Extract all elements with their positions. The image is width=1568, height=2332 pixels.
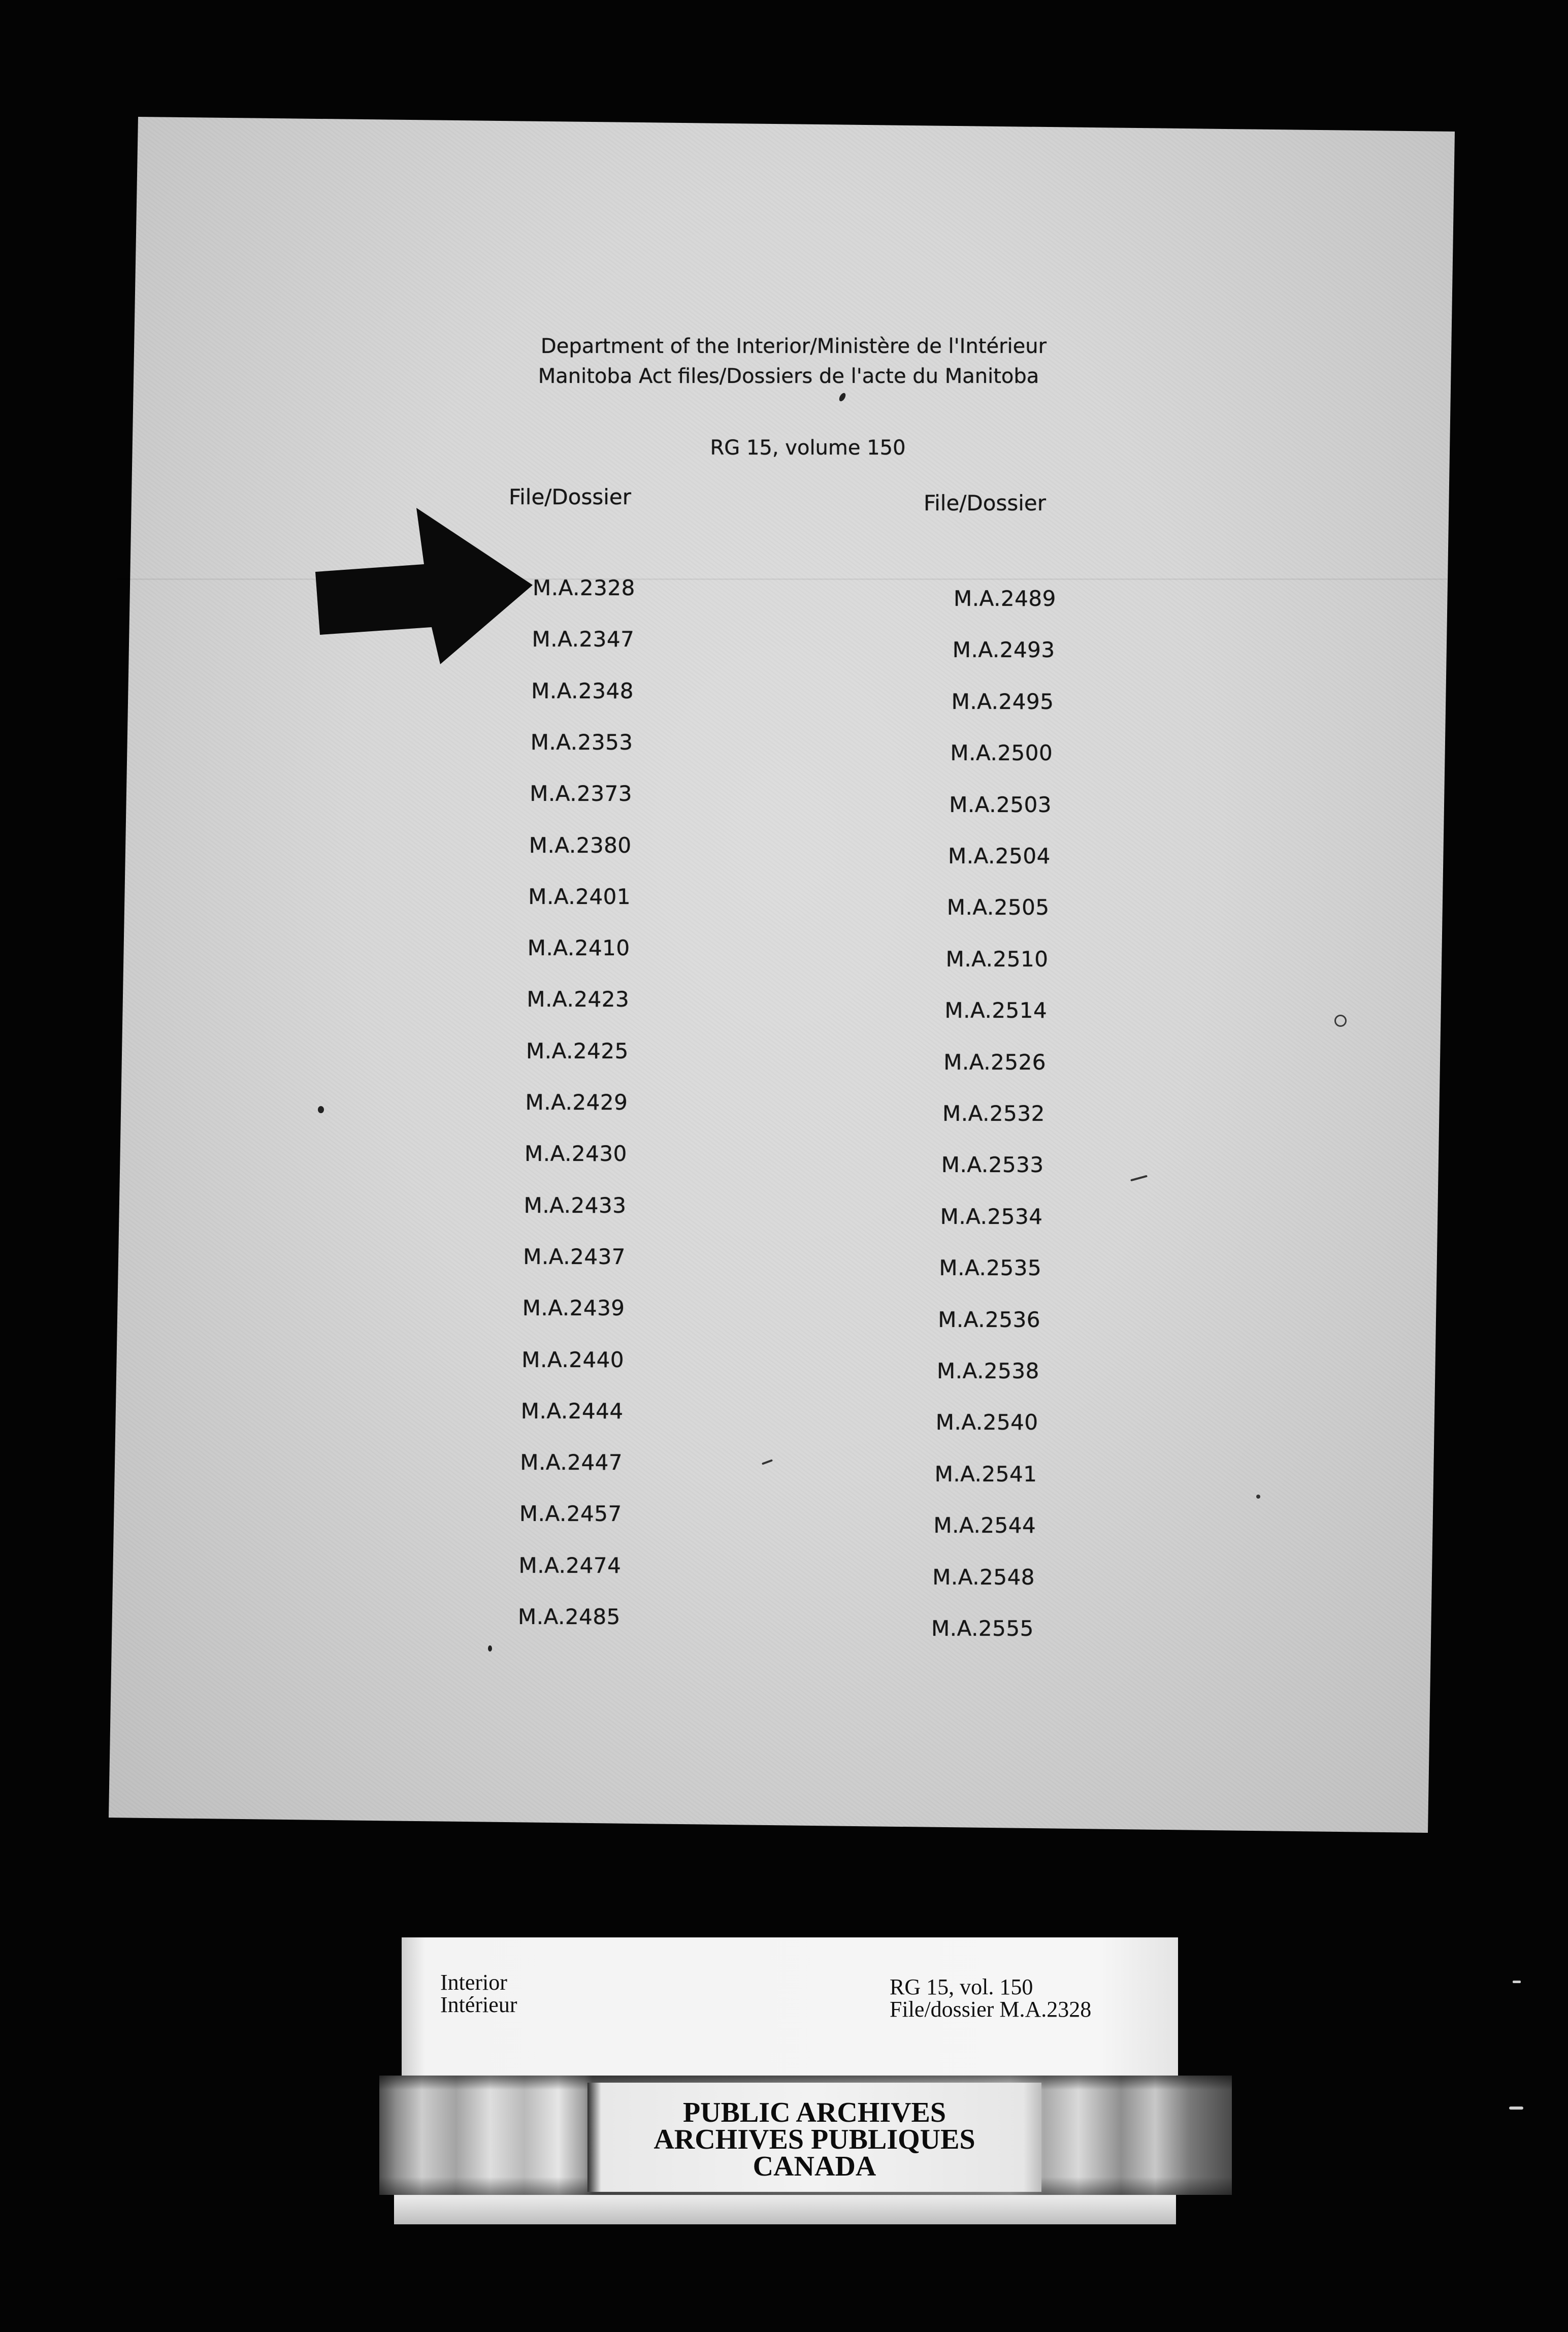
column-heading-left: File/Dossier [509, 484, 632, 509]
file-number: M.A.2373 [530, 781, 633, 806]
file-number: M.A.2485 [518, 1604, 620, 1629]
speck [488, 1645, 492, 1651]
file-number: M.A.2541 [934, 1461, 1037, 1486]
label-department-fr: Intérieur [440, 1992, 517, 2017]
file-number: M.A.2433 [524, 1192, 627, 1218]
file-number: M.A.2444 [520, 1398, 624, 1423]
speck [838, 392, 847, 403]
file-number: M.A.2457 [519, 1501, 622, 1527]
file-number: M.A.2500 [950, 740, 1053, 766]
file-number: M.A.2533 [941, 1152, 1044, 1178]
file-number: M.A.2538 [937, 1358, 1039, 1383]
volume-reference: RG 15, volume 150 [710, 436, 906, 460]
identification-label [402, 1937, 1178, 2078]
header-title: Department of the Interior/Ministère de l'Intérieur [540, 335, 1047, 358]
file-number: M.A.2423 [527, 987, 630, 1012]
speck [1509, 2107, 1523, 2110]
speck [318, 1106, 324, 1113]
file-number: M.A.2544 [933, 1513, 1036, 1538]
file-number: M.A.2536 [938, 1307, 1041, 1332]
speck [762, 1459, 773, 1465]
file-number: M.A.2514 [944, 998, 1048, 1023]
file-number: M.A.2526 [943, 1049, 1047, 1075]
file-number: M.A.2347 [532, 627, 635, 652]
archives-stamp [587, 2083, 1041, 2192]
label-reference: RG 15, vol. 150 [890, 1974, 1033, 1999]
file-number: M.A.2489 [954, 586, 1056, 611]
file-number: M.A.2534 [940, 1204, 1043, 1229]
file-number: M.A.2540 [935, 1410, 1038, 1435]
file-number: M.A.2430 [525, 1141, 627, 1167]
label-department-en: Interior [440, 1970, 507, 1995]
file-number: M.A.2495 [951, 689, 1054, 714]
archive-tape [379, 2076, 1232, 2195]
file-number: M.A.2504 [948, 844, 1051, 868]
file-number: M.A.2440 [521, 1347, 625, 1372]
file-number: M.A.2510 [945, 946, 1049, 971]
speck [1130, 1175, 1148, 1182]
file-number: M.A.2439 [522, 1295, 625, 1321]
file-number: M.A.2401 [528, 884, 631, 909]
file-number: M.A.2425 [526, 1038, 629, 1063]
stamp-line-1: PUBLIC ARCHIVES [682, 2097, 946, 2128]
label-file-number: File/dossier M.A.2328 [890, 1997, 1092, 2022]
file-number: M.A.2348 [531, 678, 634, 703]
file-number: M.A.2555 [931, 1616, 1034, 1641]
file-number: M.A.2447 [520, 1450, 623, 1475]
file-number: M.A.2429 [525, 1090, 628, 1115]
file-number: M.A.2380 [529, 832, 632, 858]
file-number: M.A.2535 [939, 1255, 1042, 1281]
file-number: M.A.2437 [523, 1244, 626, 1269]
stamp-line-3: CANADA [753, 2151, 876, 2182]
speck [1256, 1495, 1260, 1499]
file-number: M.A.2353 [530, 729, 633, 755]
arrow-right-icon [305, 498, 543, 675]
speck [1513, 1981, 1521, 1983]
speck [1334, 1015, 1347, 1027]
file-number: M.A.2505 [946, 895, 1050, 920]
header-subtitle: Manitoba Act files/Dossiers de l'acte du Manitoba [538, 365, 1039, 388]
file-number: M.A.2503 [949, 792, 1052, 817]
column-heading-right: File/Dossier [924, 491, 1047, 515]
file-number: M.A.2493 [952, 637, 1055, 663]
file-number: M.A.2548 [932, 1564, 1035, 1590]
file-number: M.A.2410 [527, 935, 630, 961]
file-number: M.A.2532 [942, 1101, 1045, 1126]
file-number: M.A.2328 [533, 575, 635, 600]
file-number: M.A.2474 [518, 1552, 622, 1578]
stamp-line-2: ARCHIVES PUBLIQUES [654, 2124, 975, 2155]
